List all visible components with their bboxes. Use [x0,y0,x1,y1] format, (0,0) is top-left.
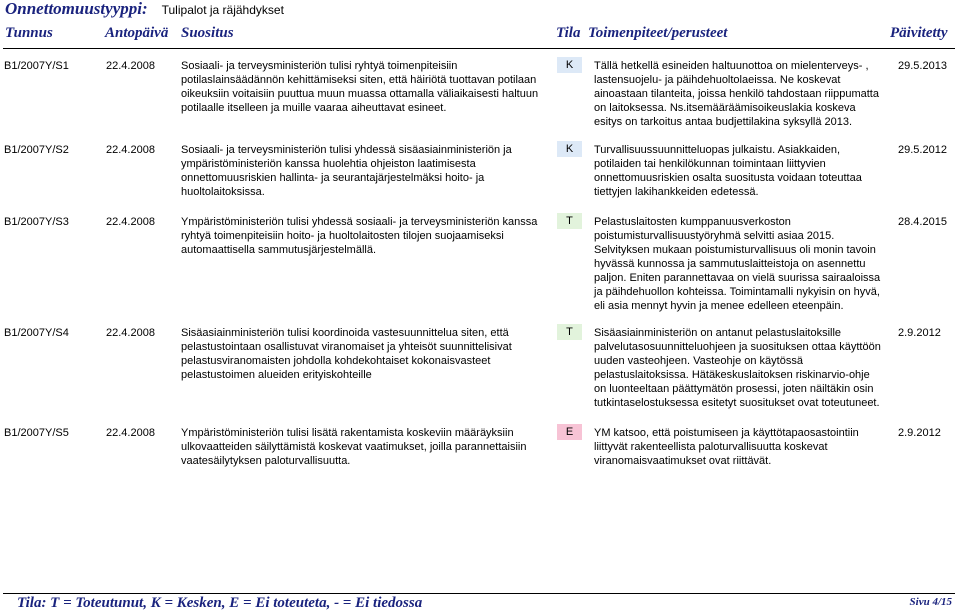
column-header-toimenpiteet: Toimenpiteet/perusteet [588,25,728,41]
row-actions: Pelastuslaitosten kumppanuusverkoston poistumisturvallisuustyöryhmä selvitti asiaa 2015. Selvityksen mukaan poistumisturvallisuus oli monin tavoin hyvässä kunnossa ja sammutuslaitteistoja on asennettu paljon. Eniten parannettavaa on vielä suurissa sairaaloissa ja päihdehuollon kohteissa. Toimintamalli nykyisin on hyvä, eli asia mennyt hyvin ja menee edelleen eteenpäin. [594,216,881,312]
column-header-tila: Tila [556,25,581,41]
row-id: B1/2007Y/S4 [4,327,69,339]
accident-type-label: Onnettomuustyyppi: [5,0,148,18]
row-recommendation: Sosiaali- ja terveysministeriön tulisi ryhtyä toimenpiteisiin potilaslainsäädännön kehittämiseksi siten, että häiriötä tuottavan potilaan oikeuksiin voitaisiin puuttua muun muassa ottamalla väliaikaisesti haltuun potilaalle itselleen ja muille vaaraa aiheuttavat esineet. [181,60,539,114]
row-id: B1/2007Y/S1 [4,60,69,72]
status-badge: E [557,424,582,440]
row-actions: Turvallisuussuunnitteluopas julkaistu. Asiakkaiden, potilaiden tai henkilökunnan toimintaan liittyvien onnettomuusriskien osalta suositusta voidaan toteuttaa tiettyjen lakihankkeiden edetessä. [594,144,862,198]
row-updated: 28.4.2015 [898,216,947,228]
document-header [5,0,284,23]
row-id: B1/2007Y/S2 [4,144,69,156]
row-date: 22.4.2008 [106,60,155,72]
row-recommendation: Sosiaali- ja terveysministeriön tulisi yhdessä sisäasiainministeriön ja ympäristöministeriön kanssa huolehtia ohjeiston laatimisesta onnettomuusriskien hallinta- ja seurantajärjestelmäksi hoito- ja huoltolaitoksissa. [181,144,512,198]
column-header-tunnus: Tunnus [5,25,53,41]
row-actions: Sisäasiainministeriön on antanut pelastuslaitoksille palvelutasosuunnitteluohjeen ja suosituksen ottaa käyttöön uuden vasteohjeen. Vasteohje on käytössä pelastuslaitoksissa. Hätäkeskuslaitoksen riskinarvio-ohje on luonteeltaan päättymätön prosessi, joten näiltäkin osin tutkintaselostuksessa esitetyt suositukset ovat toteutuneet. [594,327,881,409]
row-date: 22.4.2008 [106,144,155,156]
accident-type-value: Tulipalot ja räjähdykset [161,3,284,17]
status-badge: T [557,324,582,340]
page-number: Sivu 4/15 [909,596,952,608]
row-updated: 2.9.2012 [898,327,941,339]
column-header-suositus: Suositus [181,25,234,41]
status-badge: K [557,57,582,73]
row-date: 22.4.2008 [106,216,155,228]
row-actions: YM katsoo, että poistumiseen ja käyttötapaosastointiin liittyvät rakenteellista paloturvallisuutta koskevat viranomaisvaatimukset ovat riittävät. [594,427,859,467]
footer-rule [3,593,955,594]
status-badge: K [557,141,582,157]
row-recommendation: Ympäristöministeriön tulisi yhdessä sosiaali- ja terveysministeriön kanssa ryhtyä toimenpiteisiin hoito- ja huoltolaitosten tilojen suojaamiseksi automaattisella sammutusjärjestelmällä. [181,216,538,256]
row-recommendation: Sisäasiainministeriön tulisi koordinoida vastesuunnittelua siten, että pelastustointaan osallistuvat viranomaiset ja yhteisöt suunnittelisivat pelastusviranomaisten johdolla kohdekohtaiset kokonaisvasteet pelastustoimen alueiden erityiskohteille [181,327,512,381]
row-updated: 29.5.2013 [898,60,947,72]
column-header-paivitetty: Päivitetty [890,25,948,41]
column-header-antopaiva: Antopäivä [105,25,169,41]
status-legend: Tila: T = Toteutunut, K = Kesken, E = Ei toteuteta, - = Ei tiedossa [17,595,423,611]
row-recommendation: Ympäristöministeriön tulisi lisätä rakentamista koskeviin määräyksiin ulkovaatteiden säilyttämistä koskevat vaatimukset, joilla parannettaisiin vaatesäilytyksen paloturvallisuutta. [181,427,527,467]
row-updated: 29.5.2012 [898,144,947,156]
row-actions: Tällä hetkellä esineiden haltuunottoa on mielenterveys- , lastensuojelu- ja päihdehuoltolaeissa. Ne koskevat ainoastaan tilanteita, joissa henkilö tahdostaan riippumatta on laitoksessa. Ns.itsemääräämisoikeuslakia koskeva esitys on tarkoitus antaa budjettilakina syksyllä 2013. [594,60,879,128]
row-date: 22.4.2008 [106,327,155,339]
row-id: B1/2007Y/S5 [4,427,69,439]
row-updated: 2.9.2012 [898,427,941,439]
header-rule [3,48,955,49]
row-date: 22.4.2008 [106,427,155,439]
status-badge: T [557,213,582,229]
row-id: B1/2007Y/S3 [4,216,69,228]
